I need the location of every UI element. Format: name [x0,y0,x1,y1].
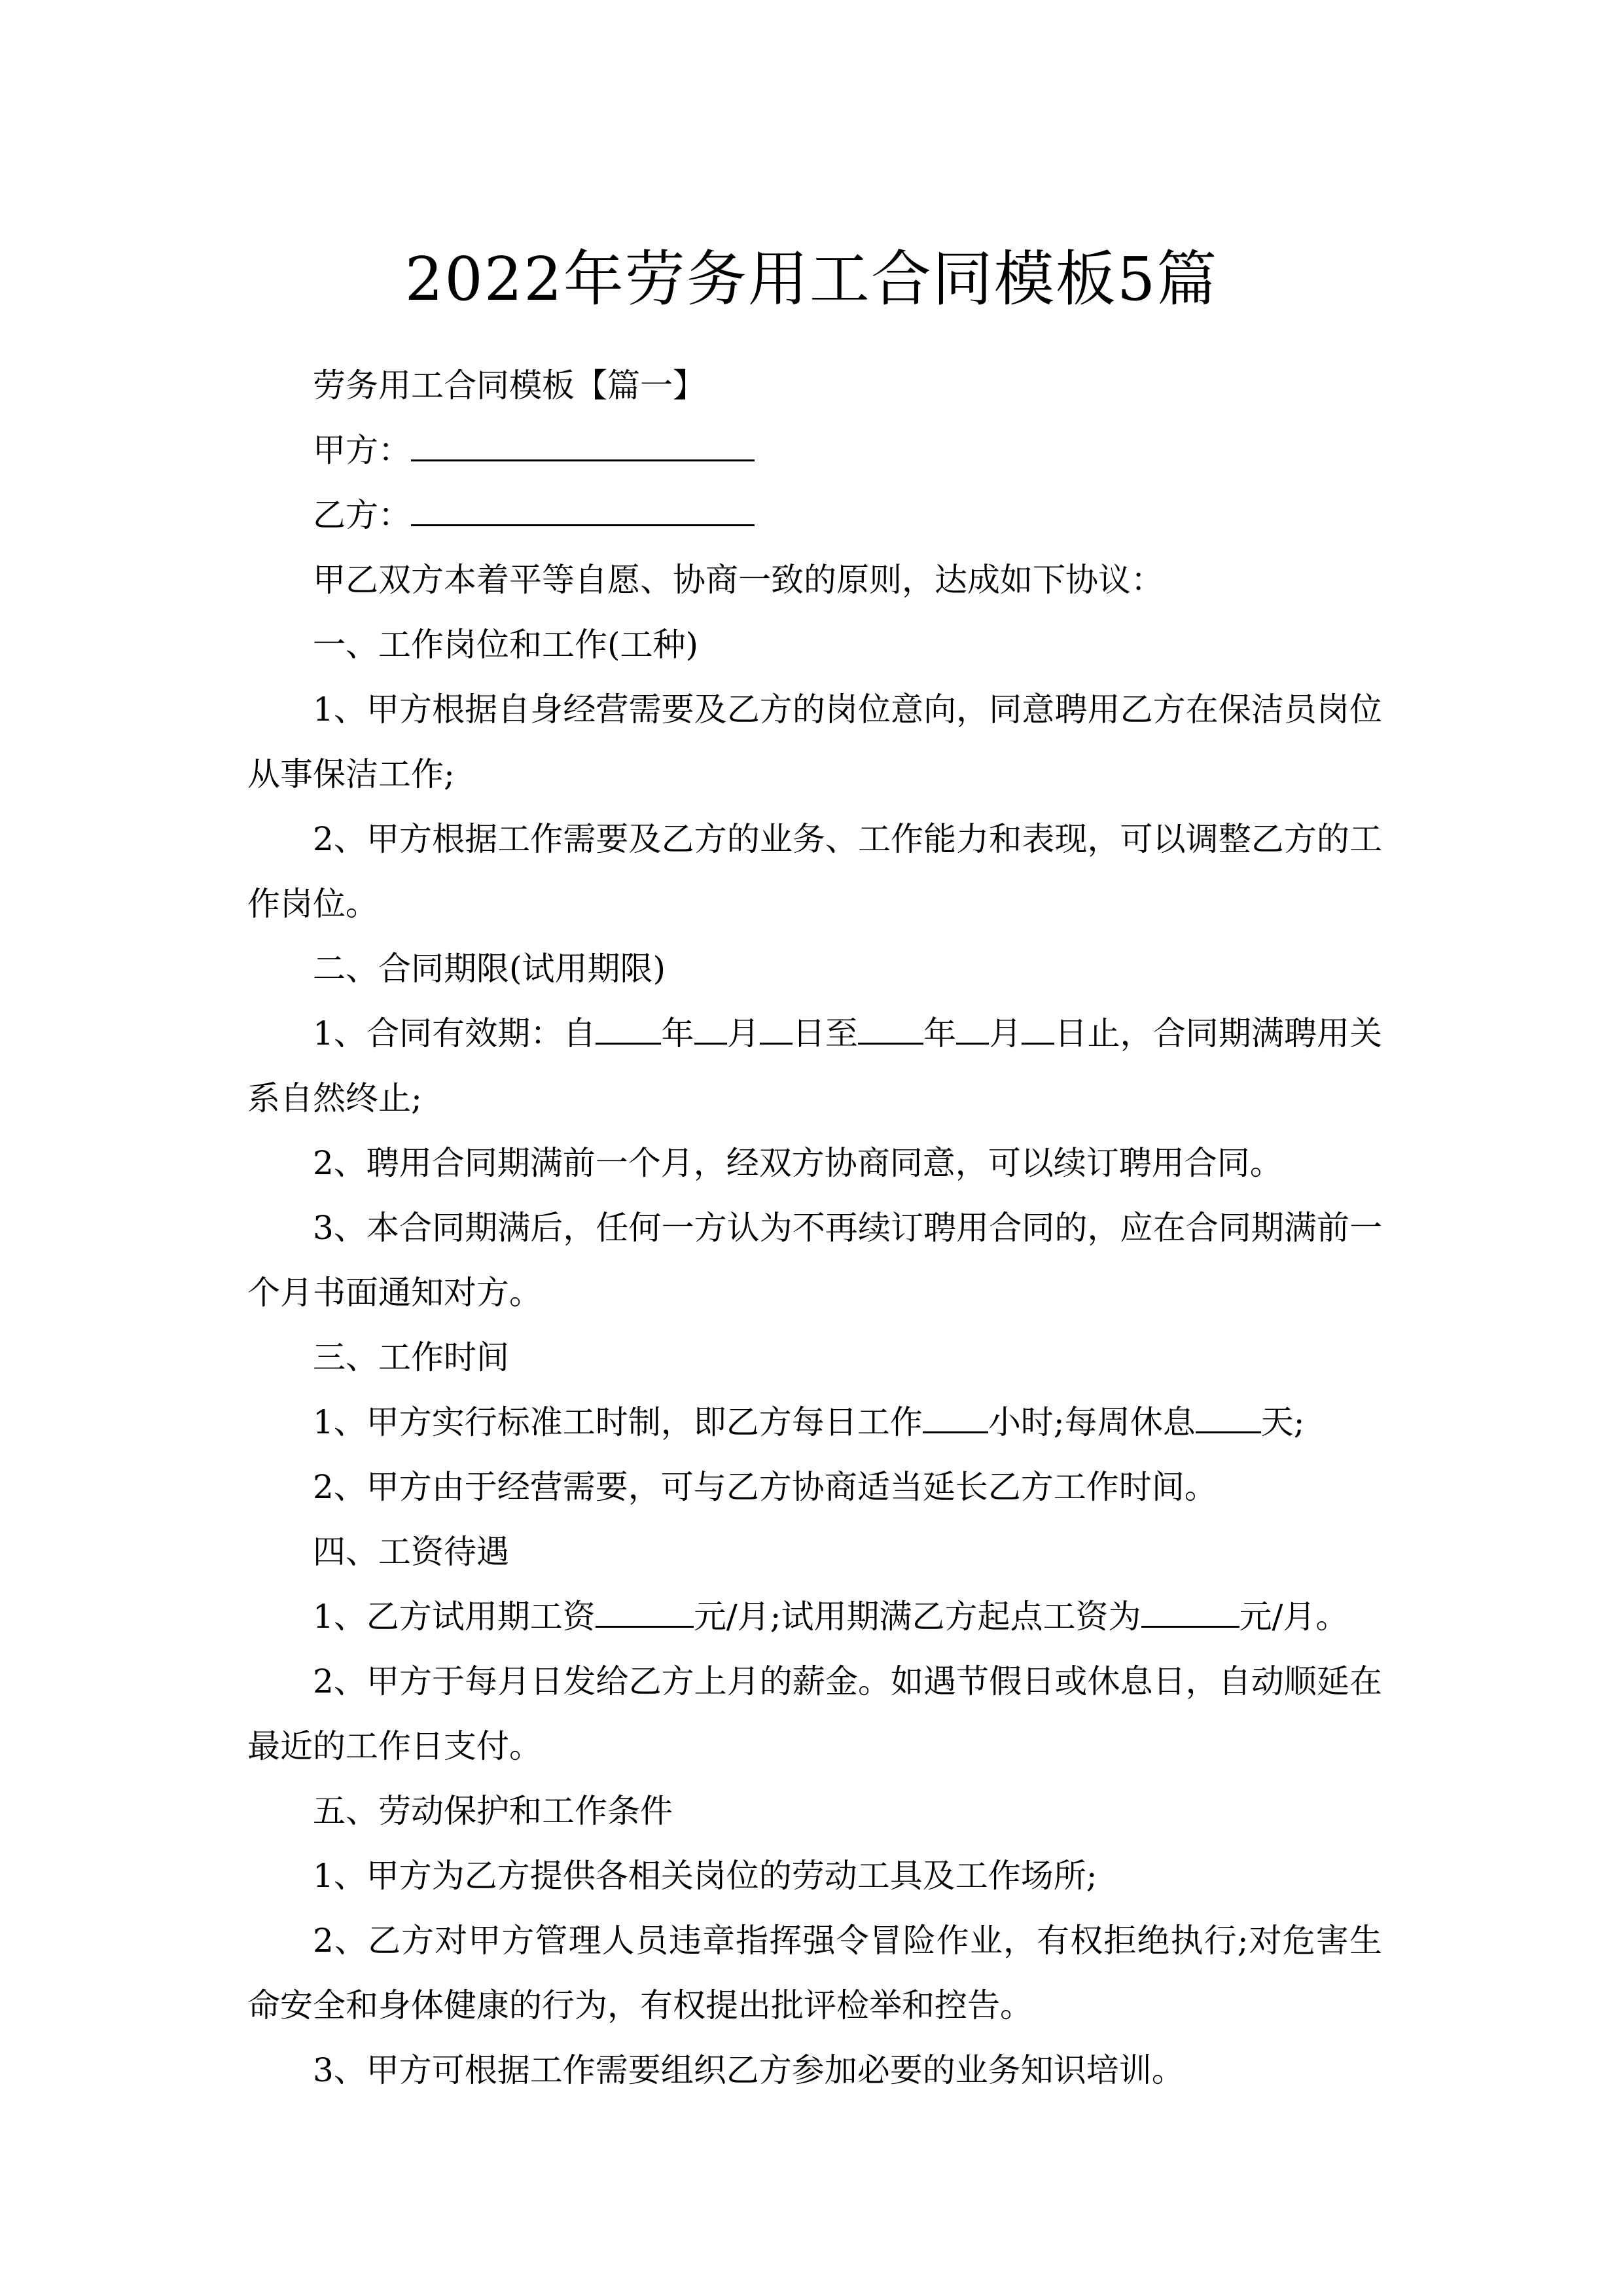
start-year-blank[interactable] [596,1016,661,1045]
wage-clause [247,1585,1382,1649]
end-year-blank[interactable] [858,1016,923,1045]
section-heading: 劳务用工合同模板【篇一】 [313,367,705,404]
wage-prefix: 1、乙方试用期工资 [313,1598,596,1636]
year-label: 年 [923,1014,957,1052]
party-a-line [247,418,1382,483]
start-day-blank[interactable] [760,1016,793,1045]
term-prefix: 1、合同有效期：自 [313,1014,596,1052]
clause-item: 2、甲方根据工作需要及乙方的业务、工作能力和表现，可以调整乙方的工作岗位。 [247,820,1382,923]
clause-item: 3、本合同期满后，任何一方认为不再续订聘用合同的，应在合同期满前一个月书面通知对方。 [247,1209,1382,1312]
clause-item: 2、乙方对甲方管理人员违章指挥强令冒险作业，有权拒绝执行;对危害生命安全和身体健康的行为，有权提出批评检举和控告。 [247,1922,1382,2024]
clause-item: 1、甲方根据自身经营需要及乙方的岗位意向，同意聘用乙方在保洁员岗位从事保洁工作; [247,691,1382,793]
start-month-blank[interactable] [694,1016,727,1045]
hours-prefix: 1、甲方实行标准工时制，即乙方每日工作 [313,1403,923,1441]
clause-heading-4: 四、工资待遇 [313,1533,509,1571]
document-body [247,353,1382,2103]
probation-wage-blank[interactable] [596,1600,694,1628]
hours-suffix: 天; [1260,1403,1305,1441]
clause-item: 2、聘用合同期满前一个月，经双方协商同意，可以续订聘用合同。 [313,1144,1283,1182]
clause-heading-2: 二、合同期限(试用期限) [313,950,666,988]
starting-wage-blank[interactable] [1141,1600,1240,1628]
wage-middle: 元/月;试用期满乙方起点工资为 [693,1598,1141,1636]
end-month-blank[interactable] [956,1016,989,1045]
intro-paragraph: 甲乙双方本着平等自愿、协商一致的原则，达成如下协议： [313,561,1164,599]
wage-suffix: 元/月。 [1239,1598,1349,1636]
document-title: 2022年劳务用工合同模板5篇 [404,243,1219,314]
term-suffix: 日止，合同期满聘用关系自然终止; [247,1014,1383,1117]
month-label: 月 [726,1014,760,1052]
hours-middle: 小时;每周休息 [988,1403,1196,1441]
year-label: 年 [661,1014,694,1052]
clause-item: 2、甲方由于经营需要，可与乙方协商适当延长乙方工作时间。 [313,1468,1217,1506]
clause-item: 2、甲方于每月日发给乙方上月的薪金。如遇节假日或休息日，自动顺延在最近的工作日支付。 [247,1662,1382,1765]
party-b-line [247,483,1382,548]
party-a-field[interactable] [411,433,755,461]
weekly-rest-blank[interactable] [1196,1405,1261,1433]
term-clause [247,1001,1382,1131]
clause-item: 1、甲方为乙方提供各相关岗位的劳动工具及工作场所; [313,1857,1097,1895]
clause-item: 3、甲方可根据工作需要组织乙方参加必要的业务知识培训。 [313,2051,1185,2089]
clause-heading-1: 一、工作岗位和工作(工种) [313,626,699,664]
day-label: 日至 [792,1014,858,1052]
clause-heading-5: 五、劳动保护和工作条件 [313,1792,673,1830]
end-day-blank[interactable] [1022,1016,1054,1045]
month-label: 月 [989,1014,1022,1052]
clause-heading-3: 三、工作时间 [313,1338,509,1376]
party-b-field[interactable] [411,498,755,526]
party-b-label: 乙方： [313,496,411,534]
hours-clause [247,1390,1382,1455]
daily-hours-blank[interactable] [923,1405,988,1433]
party-a-label: 甲方： [313,431,411,469]
